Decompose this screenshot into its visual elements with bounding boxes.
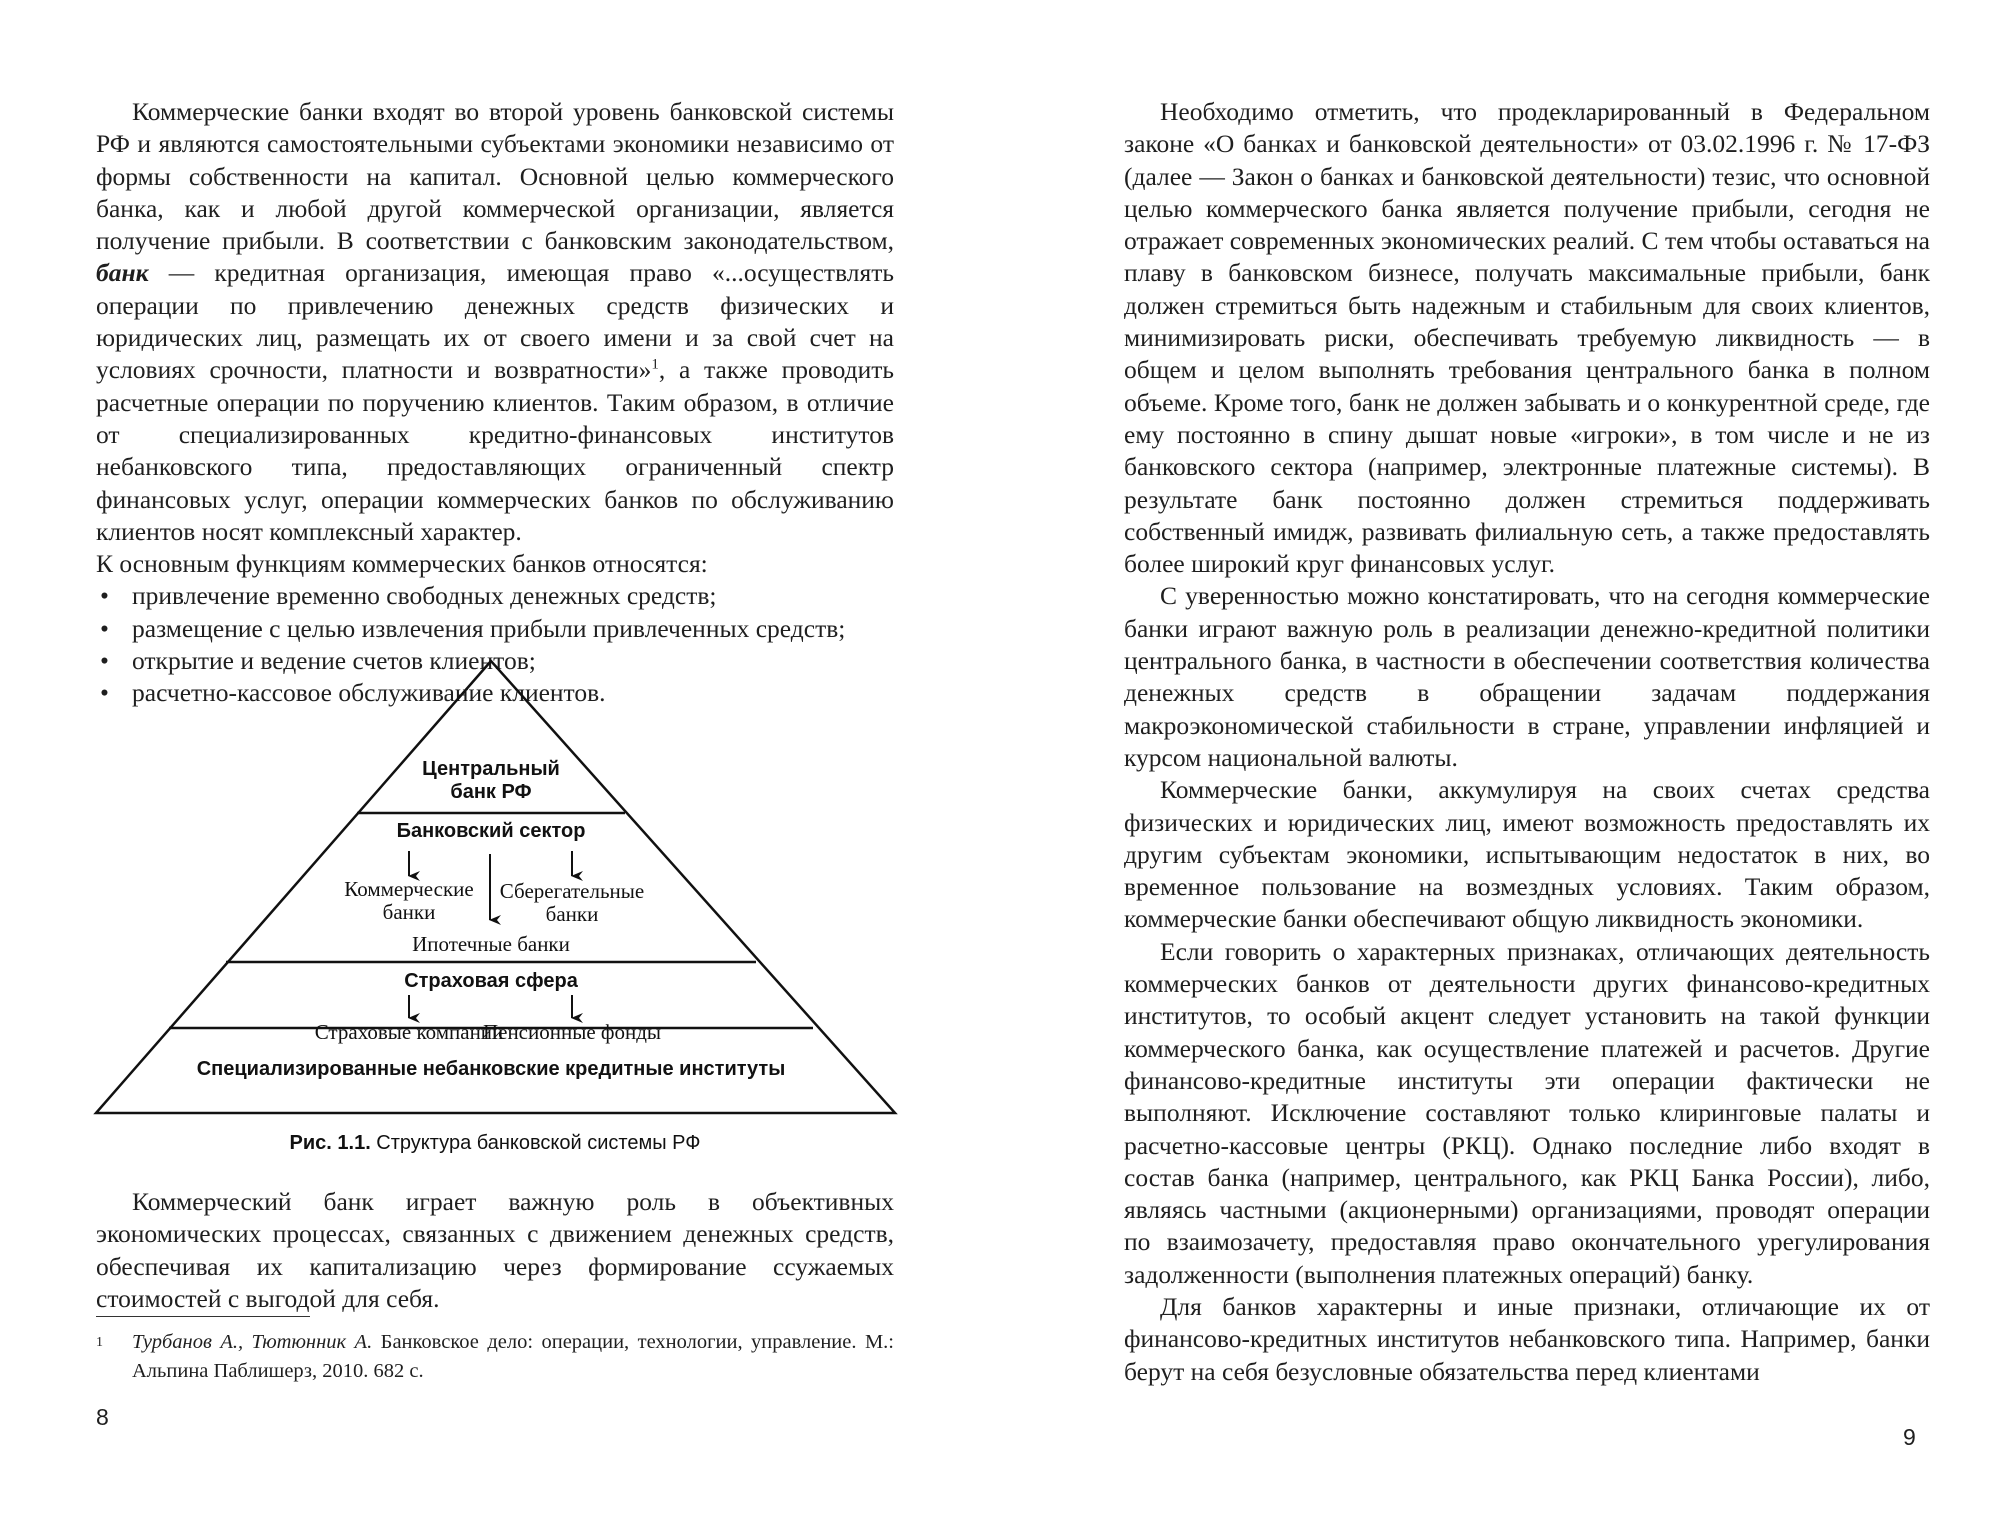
right-paragraph: Для банков характерны и иные признаки, отличающие их от финансово-кредитных институтов небанковского типа. Например, банки берут на себя безусловные обязательства перед клиентами xyxy=(1124,1291,1930,1386)
banking-system-pyramid xyxy=(80,640,920,1120)
savings-banks-line-2: банки xyxy=(545,902,599,926)
caption-label: Рис. 1.1. xyxy=(289,1132,371,1154)
savings-banks-line-1: Сберегательные xyxy=(499,879,645,903)
list-item: • расчетно-кассовое обслуживание клиентов. xyxy=(96,677,894,709)
caption-text: Структура банковской системы РФ xyxy=(370,1132,701,1154)
left-page-text-bottom xyxy=(96,1186,894,1315)
commercial-banks-line-2: банки xyxy=(382,900,436,924)
list-item: • открытие и ведение счетов клиентов; xyxy=(96,645,894,677)
footnote-authors: Турбанов А., Тютюнник А. xyxy=(132,1331,373,1353)
paragraph-1-part2: — кредитная организация, имеющая право «...осуществлять операции по привлечению денежных средств физических и юридических лиц, размещать их от своего имени и за свой счет на условиях срочности, платности и возвратности» xyxy=(96,258,894,385)
right-page-text xyxy=(1124,96,1930,1388)
right-paragraph: Если говорить о характерных признаках, отличающих деятельность коммерческих банков от деятельности других финансово-кредитных институтов, то особый акцент следует установить на такой функции коммерческого банка, как осуществление платежей и расчетов. Другие финансово-кредитные институты эти операции фактически не выполняют. Исключение составляют только клиринговые палаты и расчетно-кассовые центры (РКЦ). Однако последние либо входят в состав банка (например, центрального, как РКЦ Банка России), либо, являясь частными (акционерными) организациями, проводят операции по взаимозачету, предоставляя право окончательного урегулирования задолженности (выполнения платежных операций) банку. xyxy=(1124,936,1930,1289)
central-bank-line-2: банк РФ xyxy=(450,781,532,803)
footnote-number: 1 xyxy=(96,1335,103,1350)
list-item: • размещение с целью извлечения прибыли привлеченных средств; xyxy=(96,613,894,645)
commercial-banks-line-1: Коммерческие xyxy=(344,877,474,901)
paragraph-1-part3: , а также проводить расчетные операции по поручению клиентов. Таким образом, в отличие от специализированных кредитно-финансовых институтов небанковского типа, предоставляющих ограниченный спектр финансовых услуг, операции коммерческих банков по обслуживанию клиентов носят комплексный характер. xyxy=(96,355,894,546)
pension-funds-label: Пенсионные фонды xyxy=(482,1020,662,1044)
footnote-body xyxy=(132,1328,894,1386)
mortgage-banks-label: Ипотечные банки xyxy=(412,932,570,956)
figure-caption xyxy=(96,1132,894,1155)
non-bank-institutions-title: Специализированные небанковские кредитные институты xyxy=(196,1058,786,1080)
left-paragraph-2: Коммерческий банк играет важную роль в объективных экономических процессах, связанных с движением денежных средств, обеспечивая их капитализацию через формирование ссужаемых стоимостей с выгодой для себя. xyxy=(96,1187,894,1313)
paragraph-1-part1: Коммерческие банки входят во второй уровень банковской системы РФ и являются самостоятельными субъектами экономики независимо от формы собственности на капитал. Основной целью коммерческого банка, как и любой другой коммерческой организации, является получение прибыли. В соответствии с банковским законодательством, xyxy=(96,97,894,256)
central-bank-label xyxy=(391,758,591,804)
commercial-banks-label xyxy=(319,878,499,924)
functions-intro: К основным функциям коммерческих банков относятся: xyxy=(96,549,708,579)
page-number-left: 8 xyxy=(96,1404,109,1430)
savings-banks-label xyxy=(482,880,662,926)
right-paragraph: Необходимо отметить, что продекларированный в Федеральном законе «О банках и банковской деятельности» от 03.02.1996 г. № 17-ФЗ (далее — Закон о банках и банковской деятельности) тезис, что основной целью коммерческого банка является получение прибыли, сегодня не отражает современных экономических реалий. С тем чтобы оставаться на плаву в банковском бизнесе, получать максимальные прибыли, банк должен стремиться быть надежным и стабильным для своих клиентов, минимизировать риски, обеспечивать требуемую ликвидность — в общем и целом выполнять требования центрального банка в полном объеме. Кроме того, банк не должен забывать и о конкурентной среде, где ему постоянно в спину дышат новые «игроки», в том числе и не из банковского сектора (например, электронные платежные системы). В результате банк постоянно должен стремиться поддерживать собственный имидж, развивать филиальную сеть, а также предоставлять более широкий круг финансовых услуг. xyxy=(1124,97,1930,579)
left-page-text-top xyxy=(96,96,894,710)
right-paragraph: Коммерческие банки, аккумулируя на своих счетах средства физических и юридических лиц, имеют возможность предоставлять их другим субъектам экономики, испытывающим недостаток в них, во временное пользование на возмездных условиях. Таким образом, коммерческие банки обеспечивают общую ликвидность экономики. xyxy=(1124,775,1930,934)
central-bank-line-1: Центральный xyxy=(422,758,560,780)
insurance-companies-label: Страховые компании xyxy=(314,1020,504,1044)
left-paragraph-1 xyxy=(96,96,894,548)
footnote-text: Банковское дело: операции, технологии, управление. М.: Альпина Паблишерз, 2010. 682 с. xyxy=(132,1331,895,1382)
banking-sector-title: Банковский сектор xyxy=(396,820,586,842)
term-bank: банк xyxy=(96,258,149,288)
right-paragraph: С уверенностью можно констатировать, что на сегодня коммерческие банки играют важную роль в реализации денежно-кредитной политики центрального банка, в частности в обеспечении соответствия количества денежных средств в обращении задачам поддержания макроэкономической стабильности в стране, управлении инфляцией и курсом национальной валюты. xyxy=(1124,581,1930,772)
page-number-right: 9 xyxy=(1903,1424,1916,1450)
footnote-separator xyxy=(96,1316,310,1317)
list-item: • привлечение временно свободных денежных средств; xyxy=(96,580,894,612)
footnote-ref[interactable]: 1 xyxy=(651,356,659,373)
insurance-sector-title: Страховая сфера xyxy=(404,970,578,992)
